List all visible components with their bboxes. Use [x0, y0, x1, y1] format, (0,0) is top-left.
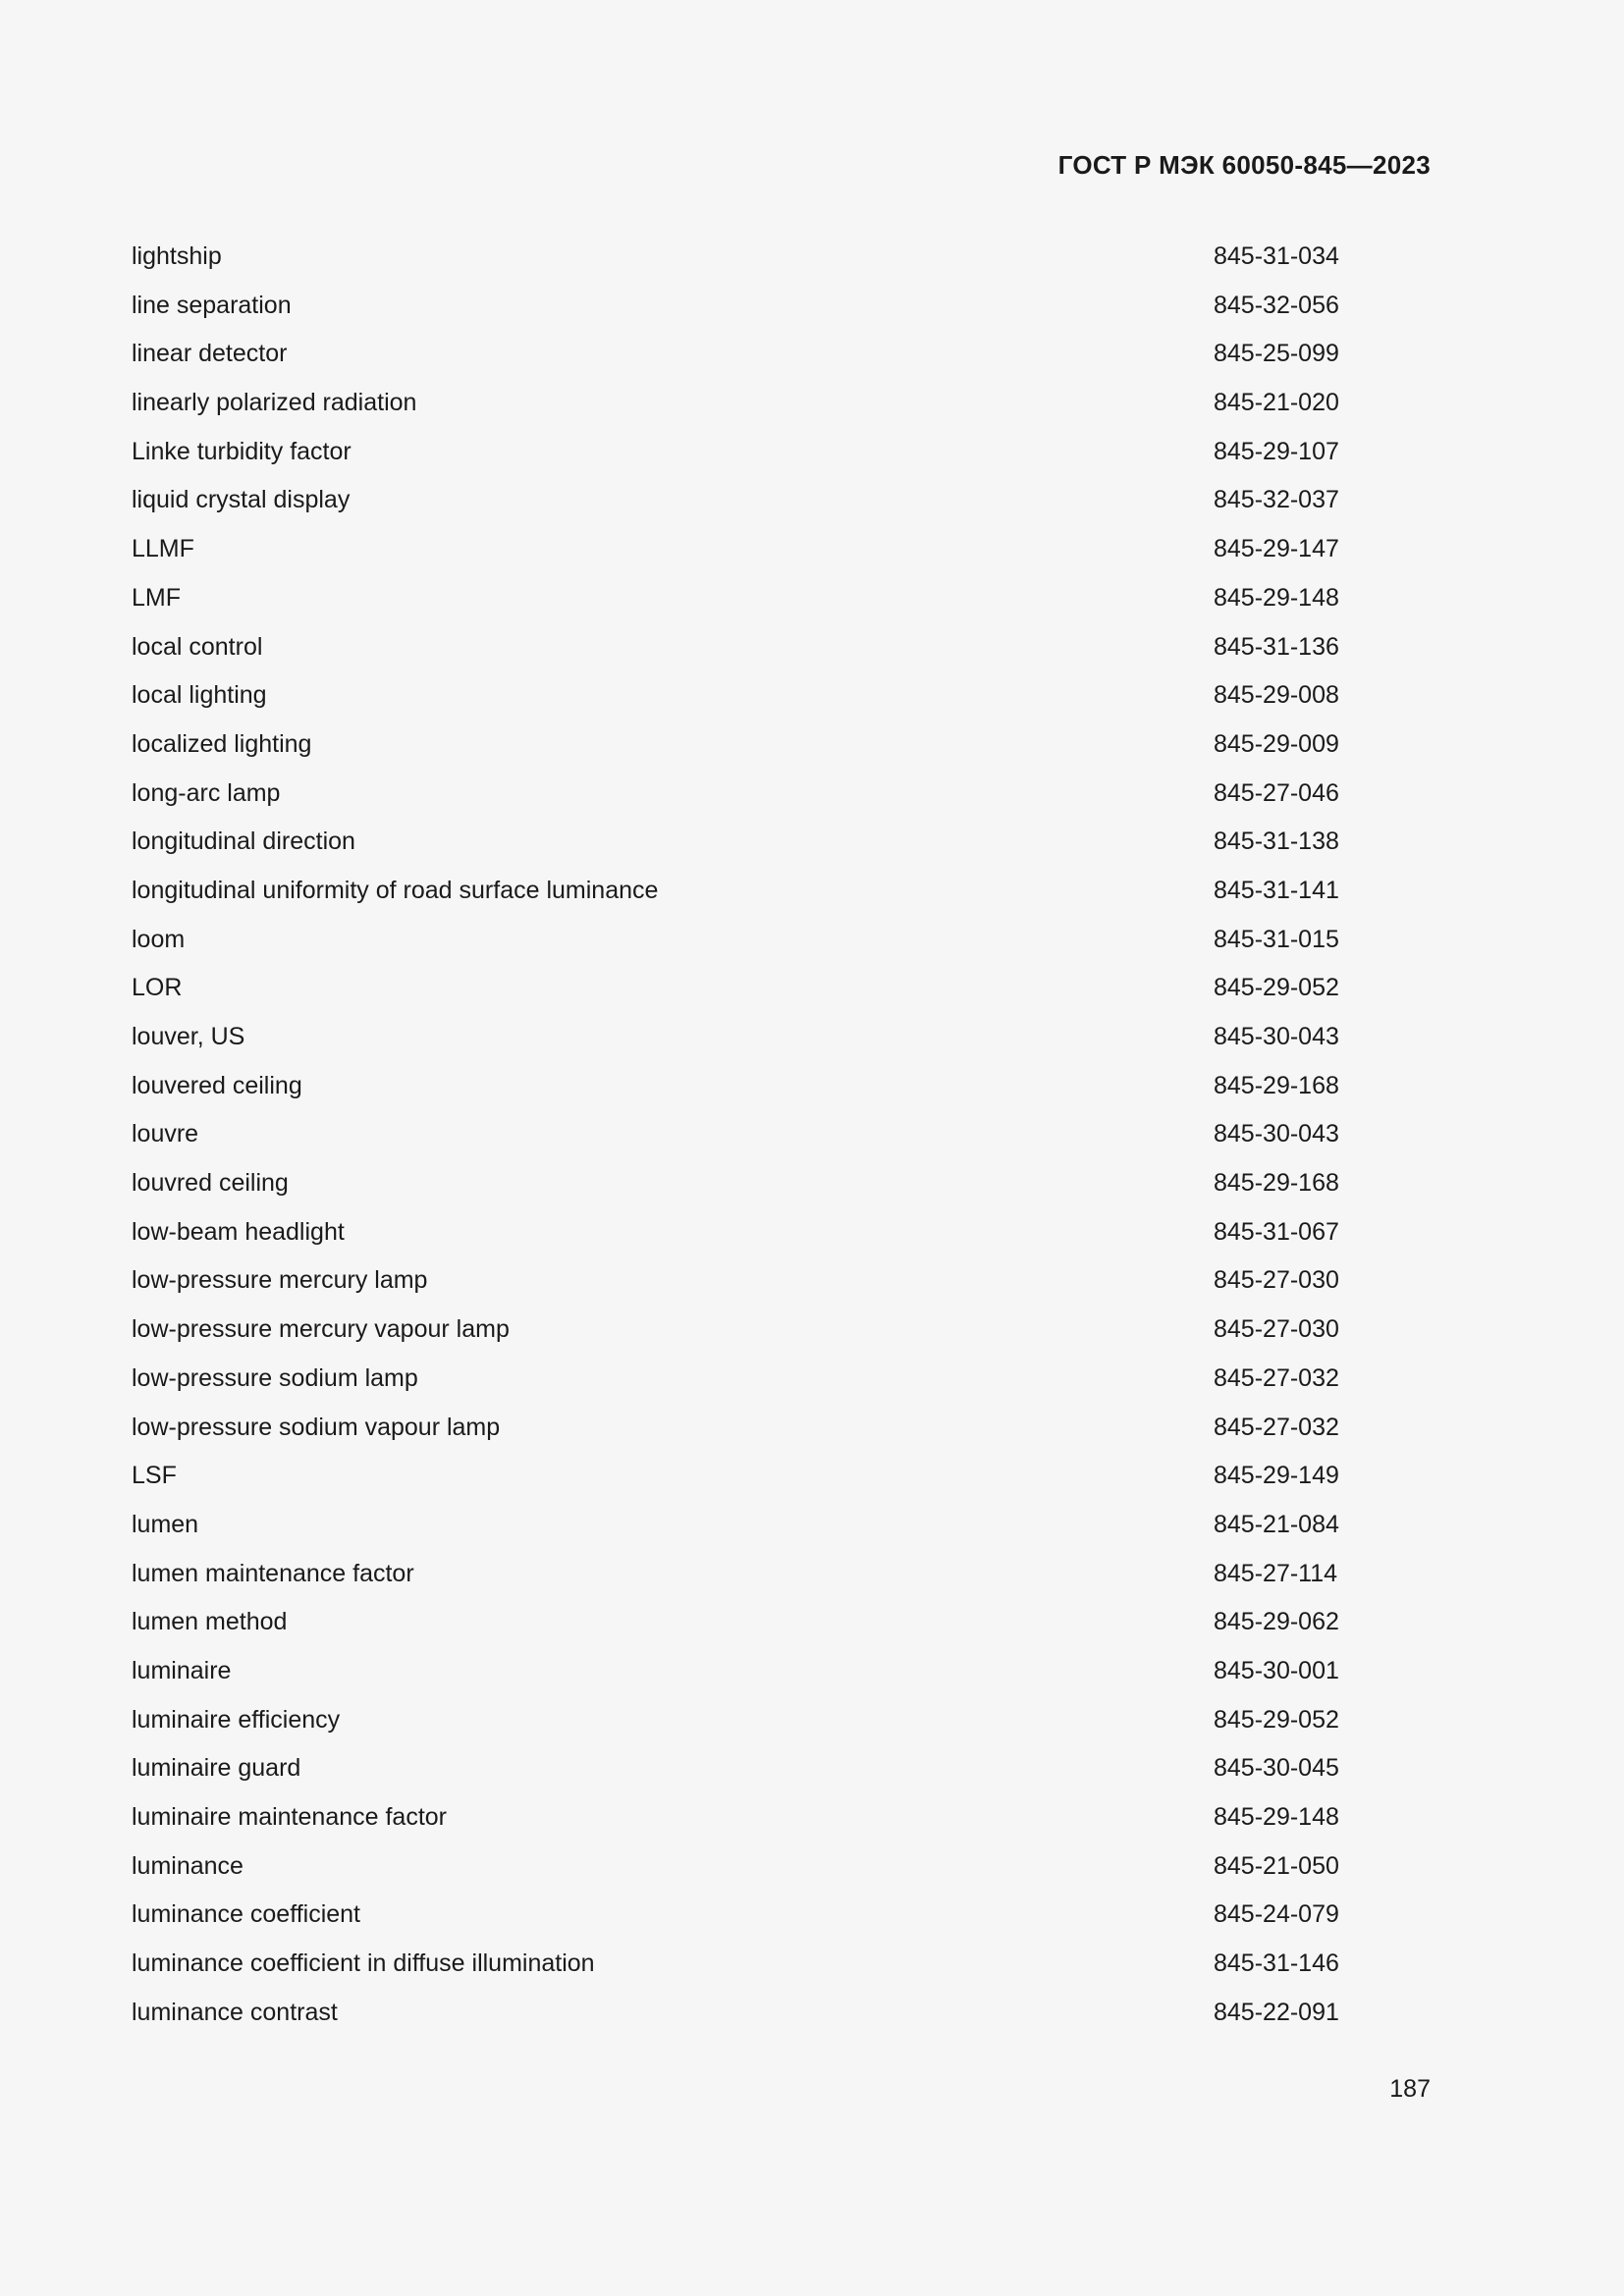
entry-code: 845-29-107	[1214, 437, 1339, 465]
index-entry	[132, 1509, 1339, 1558]
entry-term: longitudinal direction	[132, 828, 355, 856]
index-entry	[132, 240, 1339, 290]
entry-code: 845-31-067	[1214, 1217, 1339, 1246]
entry-term: lumen method	[132, 1608, 288, 1636]
entry-term: loom	[132, 925, 186, 953]
index-entry	[132, 1850, 1339, 1899]
entry-code: 845-27-030	[1214, 1315, 1339, 1344]
entry-code: 845-29-168	[1214, 1169, 1339, 1198]
entry-code: 845-21-050	[1214, 1851, 1339, 1880]
index-entry	[132, 1704, 1339, 1753]
entry-term: low-pressure sodium vapour lamp	[132, 1413, 501, 1441]
index-entry	[132, 1606, 1339, 1655]
entry-code: 845-31-146	[1214, 1949, 1339, 1978]
index-entry	[132, 1801, 1339, 1850]
entry-term: low-beam headlight	[132, 1217, 345, 1246]
entry-code: 845-21-020	[1214, 389, 1339, 417]
entry-code: 845-31-138	[1214, 828, 1339, 856]
entry-term: low-pressure mercury lamp	[132, 1266, 428, 1295]
index-entry	[132, 826, 1339, 875]
entry-term: luminaire guard	[132, 1754, 301, 1783]
entry-code: 845-29-148	[1214, 1803, 1339, 1831]
term-index-list	[132, 240, 1339, 2045]
index-entry	[132, 631, 1339, 680]
entry-code: 845-29-062	[1214, 1608, 1339, 1636]
entry-term: Linke turbidity factor	[132, 437, 352, 465]
index-entry	[132, 1167, 1339, 1216]
index-entry	[132, 1752, 1339, 1801]
index-entry	[132, 387, 1339, 436]
entry-code: 845-27-032	[1214, 1363, 1339, 1392]
entry-code: 845-29-147	[1214, 535, 1339, 563]
entry-term: low-pressure mercury vapour lamp	[132, 1315, 510, 1344]
entry-code: 845-25-099	[1214, 340, 1339, 368]
entry-term: lumen maintenance factor	[132, 1559, 414, 1587]
index-entry	[132, 1948, 1339, 1997]
entry-term: LMF	[132, 583, 181, 612]
entry-code: 845-24-079	[1214, 1900, 1339, 1929]
entry-code: 845-30-043	[1214, 1120, 1339, 1148]
index-entry	[132, 1264, 1339, 1313]
entry-code: 845-30-001	[1214, 1656, 1339, 1684]
entry-term: LLMF	[132, 535, 194, 563]
entry-code: 845-31-015	[1214, 925, 1339, 953]
entry-term: luminance contrast	[132, 1998, 338, 2026]
index-entry	[132, 1655, 1339, 1704]
entry-code: 845-29-009	[1214, 729, 1339, 758]
index-entry	[132, 1118, 1339, 1167]
entry-code: 845-32-056	[1214, 291, 1339, 319]
entry-code: 845-31-034	[1214, 242, 1339, 270]
entry-term: louvred ceiling	[132, 1169, 289, 1198]
index-entry	[132, 484, 1339, 533]
entry-term: longitudinal uniformity of road surface luminance	[132, 876, 659, 904]
index-entry	[132, 1898, 1339, 1948]
entry-term: louvre	[132, 1120, 199, 1148]
index-entry	[132, 1412, 1339, 1461]
index-entry	[132, 436, 1339, 485]
index-entry	[132, 290, 1339, 339]
entry-term: louver, US	[132, 1023, 245, 1050]
entry-term: luminaire	[132, 1656, 232, 1684]
index-entry	[132, 1021, 1339, 1070]
index-entry	[132, 533, 1339, 582]
page-number: 187	[1389, 2075, 1431, 2103]
index-entry	[132, 1362, 1339, 1412]
entry-term: local lighting	[132, 681, 267, 710]
entry-term: luminaire efficiency	[132, 1705, 341, 1734]
entry-term: lightship	[132, 242, 222, 270]
entry-code: 845-31-136	[1214, 632, 1339, 661]
index-entry	[132, 972, 1339, 1021]
index-entry	[132, 924, 1339, 973]
index-entry	[132, 875, 1339, 924]
entry-code: 845-27-030	[1214, 1266, 1339, 1295]
entry-code: 845-29-008	[1214, 681, 1339, 710]
entry-code: 845-32-037	[1214, 486, 1339, 514]
entry-code: 845-22-091	[1214, 1998, 1339, 2026]
index-entry	[132, 1216, 1339, 1265]
index-entry	[132, 1997, 1339, 2046]
entry-code: 845-21-084	[1214, 1510, 1339, 1538]
entry-term: LOR	[132, 974, 183, 1002]
entry-code: 845-29-149	[1214, 1462, 1339, 1490]
index-entry	[132, 1070, 1339, 1119]
entry-term: lumen	[132, 1510, 199, 1538]
entry-term: luminaire maintenance factor	[132, 1803, 447, 1831]
entry-term: localized lighting	[132, 729, 312, 758]
entry-term: line separation	[132, 291, 292, 319]
entry-term: luminance coefficient	[132, 1900, 361, 1929]
index-entry	[132, 1313, 1339, 1362]
index-entry	[132, 582, 1339, 631]
entry-code: 845-31-141	[1214, 876, 1339, 904]
entry-code: 845-27-046	[1214, 778, 1339, 807]
entry-code: 845-29-052	[1214, 1705, 1339, 1734]
index-entry	[132, 728, 1339, 777]
entry-term: liquid crystal display	[132, 486, 351, 514]
entry-code: 845-30-045	[1214, 1754, 1339, 1783]
index-entry	[132, 338, 1339, 387]
index-entry	[132, 1558, 1339, 1607]
entry-term: low-pressure sodium lamp	[132, 1363, 418, 1392]
entry-code: 845-27-114	[1214, 1559, 1338, 1587]
entry-code: 845-29-052	[1214, 974, 1339, 1002]
entry-term: LSF	[132, 1462, 177, 1490]
entry-term: luminance coefficient in diffuse illumination	[132, 1949, 595, 1978]
entry-term: linear detector	[132, 340, 288, 368]
document-header: ГОСТ Р МЭК 60050-845—2023	[1057, 150, 1431, 180]
entry-term: linearly polarized radiation	[132, 389, 417, 417]
entry-code: 845-30-043	[1214, 1023, 1339, 1050]
entry-term: luminance	[132, 1851, 244, 1880]
entry-code: 845-27-032	[1214, 1413, 1339, 1441]
index-entry	[132, 1460, 1339, 1509]
entry-term: louvered ceiling	[132, 1071, 302, 1099]
index-entry	[132, 679, 1339, 728]
entry-term: long-arc lamp	[132, 778, 281, 807]
index-entry	[132, 777, 1339, 827]
entry-code: 845-29-148	[1214, 583, 1339, 612]
entry-term: local control	[132, 632, 263, 661]
entry-code: 845-29-168	[1214, 1071, 1339, 1099]
